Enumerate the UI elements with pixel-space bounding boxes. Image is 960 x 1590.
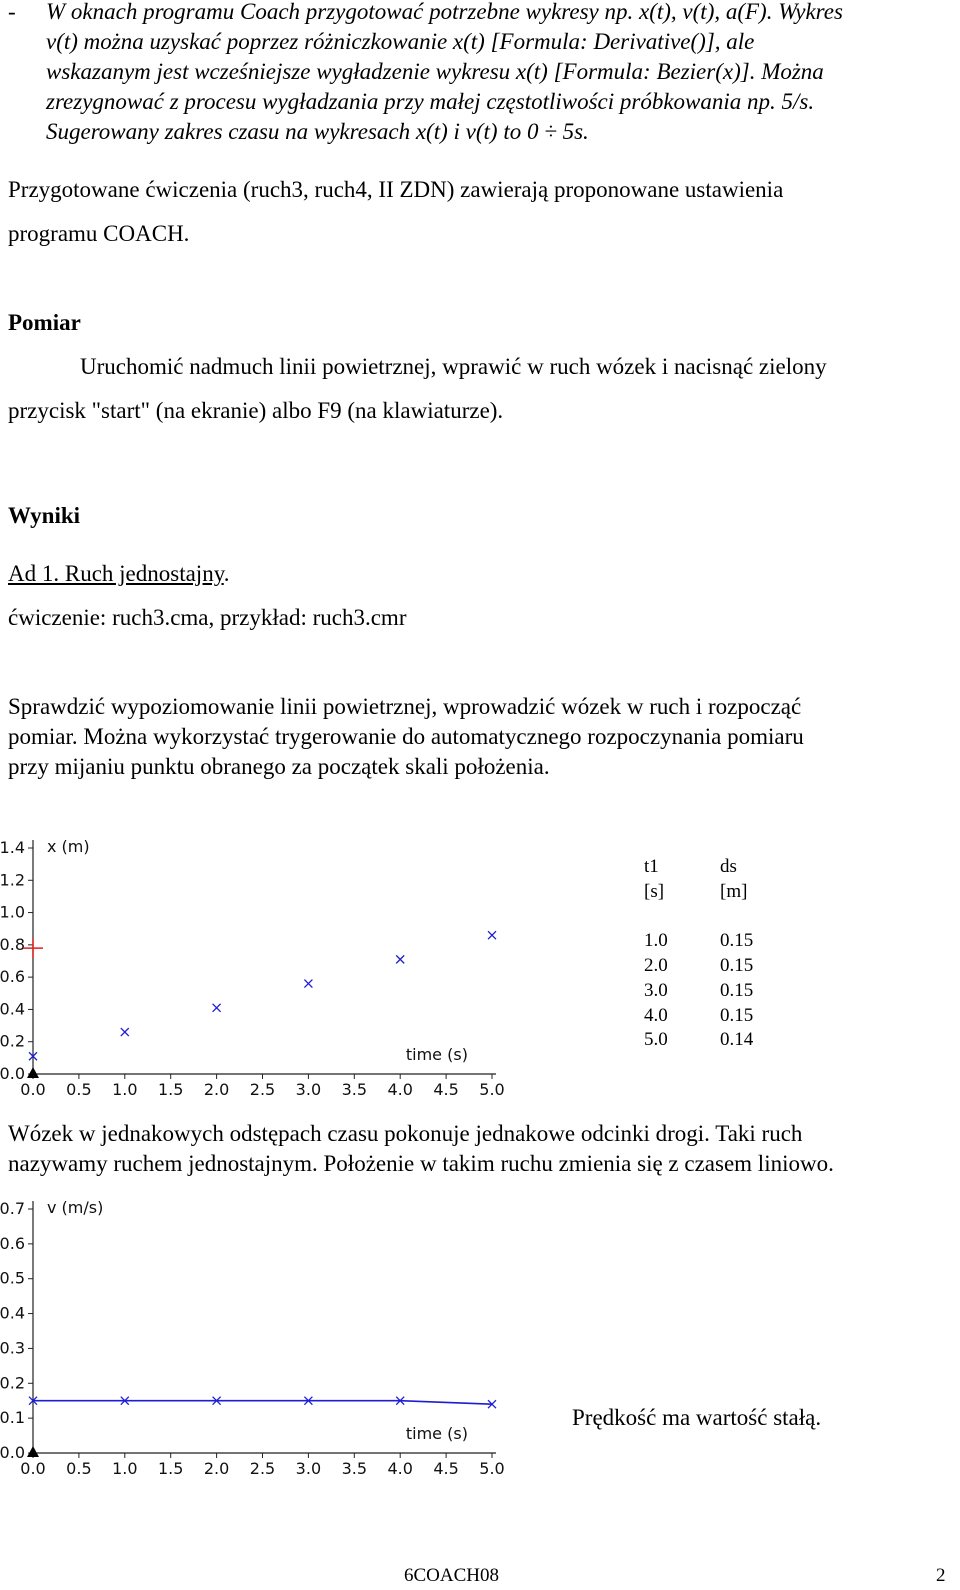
x-tick-label: 0.0: [20, 1080, 46, 1099]
x-tick-label: 3.5: [341, 1459, 368, 1478]
y-tick-label: 0.7: [0, 1199, 25, 1218]
y-tick-label: 0.8: [0, 934, 25, 954]
prepared-line-2: programu COACH.: [8, 221, 190, 246]
y-tick-label: 0.5: [0, 1268, 25, 1288]
x-tick-label: 3.0: [295, 1459, 322, 1478]
data-point: [488, 931, 496, 939]
x-tick-label: 2.5: [249, 1459, 276, 1478]
origin-marker: [27, 1446, 39, 1457]
bullet-dash: -: [8, 0, 16, 24]
table-cell: 0.14: [720, 1029, 754, 1050]
table-cell: 0.15: [720, 980, 754, 1001]
x-tick-label: 2.0: [203, 1459, 230, 1478]
table-cell: 0.15: [720, 955, 754, 976]
x-tick-label: 0.5: [66, 1459, 92, 1478]
y-tick-label: 0.3: [0, 1338, 25, 1358]
x-tick-label: 2.0: [203, 1080, 230, 1099]
y-tick-label: 1.2: [0, 870, 25, 890]
y-tick-label: 0.1: [0, 1408, 25, 1428]
x-tick-label: 0.5: [66, 1080, 92, 1099]
data-point: [121, 1028, 129, 1036]
y-tick-label: 0.0: [0, 1064, 25, 1083]
x-axis-label: time (s): [405, 1045, 468, 1064]
y-tick-label: 0.2: [0, 1031, 25, 1051]
table-cell: 5.0: [644, 1029, 668, 1050]
y-tick-label: 0.6: [0, 967, 25, 987]
x-tick-label: 4.5: [433, 1459, 459, 1478]
x-tick-label: 5.0: [479, 1080, 505, 1099]
conclusion-line-2: nazywamy ruchem jednostajnym. Położenie w takim ruchu zmienia się z czasem liniowo.: [8, 1151, 834, 1176]
table-header-t1: t1: [644, 856, 659, 877]
check-line-1: Sprawdzić wypoziomowanie linii powietrznej, wprowadzić wózek w ruch i rozpocząć: [8, 694, 802, 719]
x-tick-label: 1.0: [112, 1080, 138, 1099]
table-unit-m: [m]: [720, 881, 748, 902]
intro-line-3: wskazanym jest wcześniejsze wygładzenie wykresu x(t) [Formula: Bezier(x)]. Można: [46, 59, 824, 84]
data-point: [396, 955, 404, 963]
ad1-title-dot: .: [223, 561, 230, 586]
x-tick-label: 4.0: [387, 1080, 413, 1099]
intro-line-1: W oknach programu Coach przygotować potrzebne wykresy np. x(t), v(t), a(F). Wykres: [46, 0, 843, 24]
x-tick-label: 3.0: [295, 1080, 322, 1099]
velocity-time-chart: [0, 1192, 520, 1482]
pomiar-heading: Pomiar: [8, 310, 81, 335]
x-tick-label: 0.0: [20, 1459, 46, 1478]
prepared-line-1: Przygotowane ćwiczenia (ruch3, ruch4, II ZDN) zawierają proponowane ustawienia: [8, 177, 784, 202]
x-tick-label: 3.5: [341, 1080, 368, 1099]
x-tick-label: 4.0: [387, 1459, 413, 1478]
y-axis-label: v (m/s): [47, 1198, 104, 1217]
y-tick-label: 0.0: [0, 1443, 25, 1462]
table-cell: 3.0: [644, 980, 668, 1001]
ad1-title: Ad 1. Ruch jednostajny: [8, 561, 224, 586]
x-tick-label: 4.5: [433, 1080, 459, 1099]
table-header-ds: ds: [720, 856, 737, 877]
exercise-line: ćwiczenie: ruch3.cma, przykład: ruch3.cmr: [8, 605, 407, 630]
y-tick-label: 0.4: [0, 1303, 25, 1323]
pomiar-line-1: Uruchomić nadmuch linii powietrznej, wprawić w ruch wózek i nacisnąć zielony: [80, 354, 827, 379]
table-cell: 0.15: [720, 1005, 754, 1026]
conclusion-line-1: Wózek w jednakowych odstępach czasu pokonuje jednakowe odcinki drogi. Taki ruch: [8, 1121, 803, 1146]
intro-line-5: Sugerowany zakres czasu na wykresach x(t) i v(t) to 0 ÷ 5s.: [46, 119, 589, 144]
table-cell: 4.0: [644, 1005, 668, 1026]
intro-line-4: zrezygnować z procesu wygładzania przy małej częstotliwości próbkowania np. 5/s.: [46, 89, 815, 114]
wyniki-heading: Wyniki: [8, 503, 81, 528]
intro-line-2: v(t) można uzyskać poprzez różniczkowanie x(t) [Formula: Derivative()], ale: [46, 29, 755, 54]
table-unit-s: [s]: [644, 881, 665, 902]
table-cell: 1.0: [644, 930, 668, 951]
pomiar-line-2: przycisk "start" (na ekranie) albo F9 (na klawiaturze).: [8, 398, 504, 423]
x-tick-label: 1.0: [112, 1459, 138, 1478]
ad1-title-wrap: [8, 560, 229, 588]
y-tick-label: 0.6: [0, 1233, 25, 1253]
y-tick-label: 0.2: [0, 1373, 25, 1393]
page-number: 2: [936, 1565, 946, 1586]
data-point: [213, 1004, 221, 1012]
origin-marker: [27, 1067, 39, 1078]
table-cell: 2.0: [644, 955, 668, 976]
x-axis-label: time (s): [405, 1424, 468, 1443]
check-line-2: pomiar. Można wykorzystać trygerowanie do automatycznego rozpoczynania pomiaru: [8, 724, 804, 749]
x-tick-label: 2.5: [249, 1080, 276, 1099]
x-tick-label: 1.5: [157, 1459, 184, 1478]
y-axis-label: x (m): [47, 837, 90, 856]
y-tick-label: 1.4: [0, 838, 25, 857]
footer-code: 6COACH08: [404, 1565, 500, 1586]
check-line-3: przy mijaniu punktu obranego za początek skali położenia.: [8, 754, 550, 779]
y-tick-label: 1.0: [0, 902, 25, 922]
y-tick-label: 0.4: [0, 999, 25, 1019]
x-tick-label: 1.5: [157, 1080, 184, 1099]
position-time-chart: [0, 818, 520, 1103]
series-line: [33, 1401, 492, 1404]
table-cell: 0.15: [720, 930, 754, 951]
data-point: [304, 980, 312, 988]
conclusion-velocity: Prędkość ma wartość stałą.: [572, 1405, 822, 1430]
x-tick-label: 5.0: [479, 1459, 505, 1478]
